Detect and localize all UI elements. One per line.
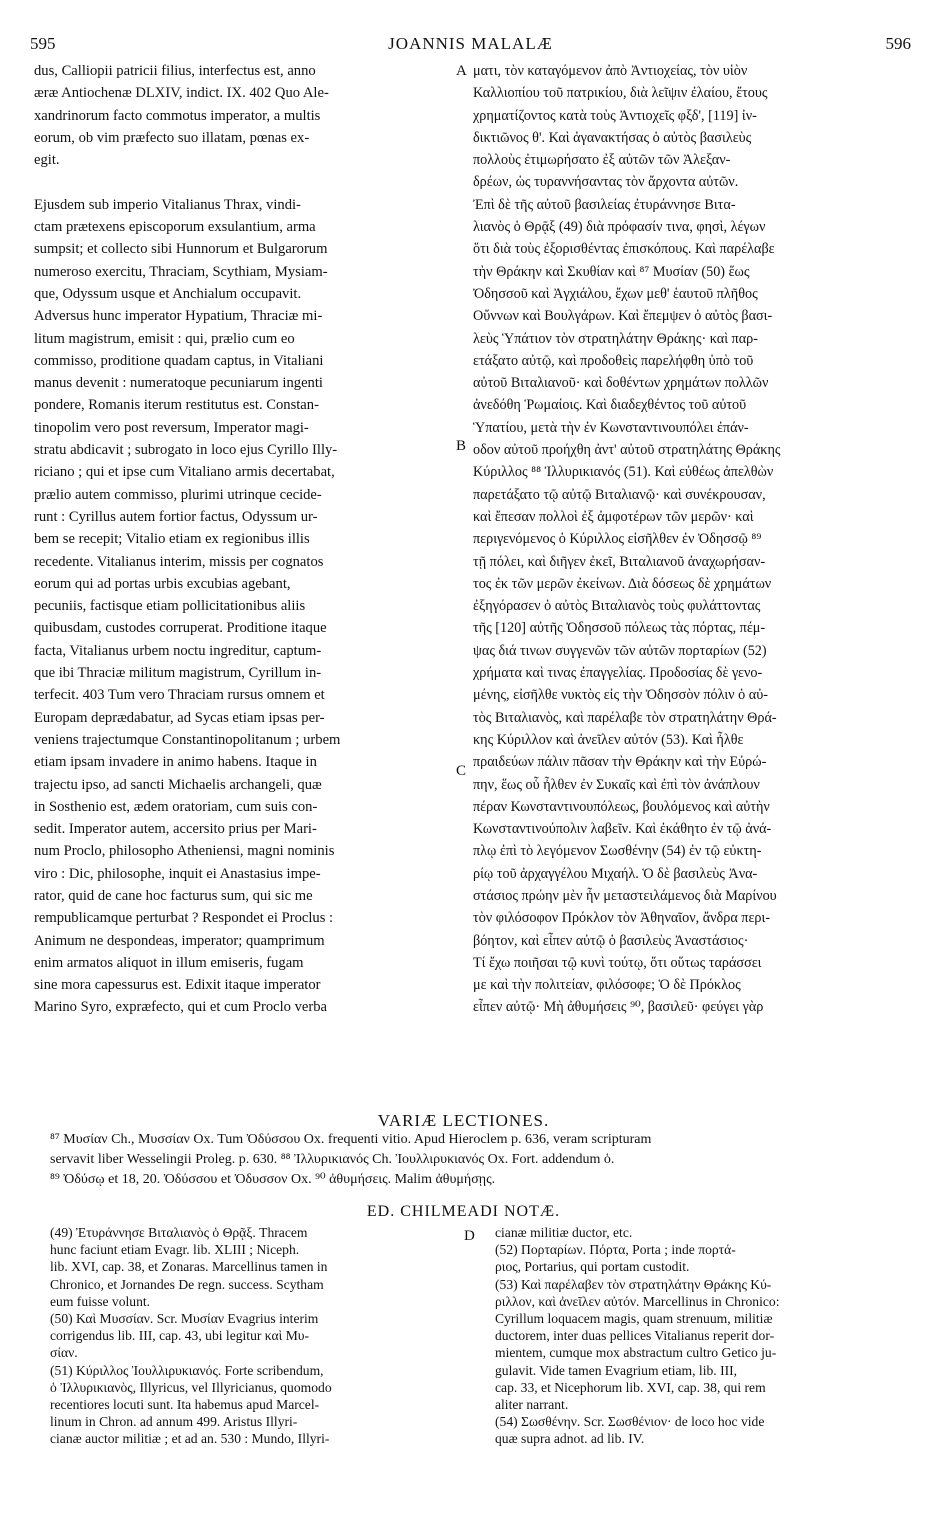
latin-text-line: viro : Dic, philosophe, inquit ei Anastasius impe- [34,865,321,882]
note-line: Cyrillum loquacem magis, quam strenuum, militiæ [495,1311,773,1327]
greek-text-line: τος ἐκ τῶν μερῶν ἐκείνων. Διὰ δόσεως δὲ χρημάτων [473,575,772,592]
note-line: (53) Καὶ παρέλαβεν τὸν στρατηλάτην Θράκης Κύ- [495,1276,772,1292]
variae-line: servavit liber Wesselingii Proleg. p. 630. ⁸⁸ Ἰλλυρικιανός Ch. Ἰουλλιρυκιανός Ox. Fort. addendum ὁ. [50,1152,615,1167]
latin-text-line: enim armatos aliquot in illum emiseris, fugam [34,954,304,971]
note-line: mientem, cumque mox abstractum cultro Getico ju- [495,1345,777,1361]
note-line: cap. 33, et Nicephorum lib. XVI, cap. 38, qui rem [495,1379,766,1395]
latin-text-line: sumpsit; et collecto sibi Hunnorum et Bulgarorum [34,241,328,258]
greek-text-line: πραιδεύων πάλιν πᾶσαν τὴν Θράκην καὶ τὴν Εὐρώ- [473,754,767,771]
greek-text-line: τὴν Θράκην καὶ Σκυθίαν καὶ ⁸⁷ Μυσίαν (50) ἕως [473,263,750,280]
greek-text-line: στάσιος πρώην μὲν ἦν μεταστειλάμενος διὰ Μαρίνου [473,887,777,904]
greek-text-line: μένης, εἰσῆλθε νυκτὸς εἰς τὴν Ὀδησσὸν πόλιν ὁ αὐ- [473,687,768,704]
greek-text-line: εἶπεν αὐτῷ· Μὴ ἀθυμήσεις ⁹⁰, βασιλεῦ· φεύγει γὰρ [473,999,764,1016]
greek-text-line: ετάξατο αὐτῷ, καὶ προδοθεὶς παρελήφθη ὑπὸ τοῦ [473,352,754,369]
latin-text-line: eorum, ob vim præfecto suo illatam, pœnas ex- [34,129,310,146]
note-line: recentiores locuti sunt. Ita habemus apud Marcel- [50,1397,320,1413]
latin-text-line: ctam prætexens episcoporum exsulantium, arma [34,219,316,236]
latin-text-line: runt : Cyrillus autem fortior factus, Odyssum ur- [34,508,318,525]
latin-text-line: Ejusdem sub imperio Vitalianus Thrax, vindi- [34,196,301,213]
note-line: ductorem, inter duas pellices Vitalianus reperit dor- [495,1328,775,1344]
latin-text-line: que ibi Thraciæ militum magistrum, Cyrillum in- [34,665,322,682]
latin-text-line: rempublicamque perturbat ? Respondet ei Proclus : [34,910,334,927]
note-line: (52) Πορταρίων. Πόρτα, Porta ; inde πορτά- [495,1242,736,1258]
latin-text-line: eorum qui ad portas urbis excubias agebant, [34,575,291,592]
note-line: lib. XVI, cap. 38, et Zonaras. Marcellinus tamen in [50,1259,328,1275]
note-line: corrigendus lib. III, cap. 43, ubi legitur καὶ Μυ- [50,1328,310,1344]
note-line: (49) Ἐτυράννησε Βιταλιανὸς ὁ Θρᾷξ. Thracem [50,1225,308,1240]
greek-text-line: ἐξηγόρασεν ὁ αὐτὸς Βιταλιανὸς τοὺς φυλάττοντας [473,598,761,615]
greek-text-line: Κύριλλος ⁸⁸ Ἰλλυρικιανός (51). Καὶ εὐθέως ἀπελθὼν [473,464,774,481]
latin-text-line: Animum ne despondeas, imperator; quamprimum [34,932,325,949]
greek-text-line: ἀνεδόθη Ῥωμαίοις. Καὶ διαδεχθέντος τοῦ αὐτοῦ [473,397,747,414]
greek-text-line: χρήματα καὶ τινας ἐπαγγελίας. Προδοσίας δὲ γενο- [473,665,763,682]
greek-text-line: ματι, τὸν καταγόμενον ἀπὸ Ἀντιοχείας, τὸν υἱὸν [473,63,748,79]
greek-text-line: κης Κύριλλον καὶ ἀνεῖλεν αὐτόν (53). Καὶ ἦλθε [473,731,744,748]
note-line: quæ supra adnot. ad lib. IV. [495,1431,645,1447]
latin-text-line: que, Odyssum usque et Anchialum occupavit. [34,285,302,302]
greek-column [473,60,910,1019]
greek-text-line: Τί ἔχω ποιῆσαι τῷ κυνὶ τούτῳ, ὅτι οὕτως ταράσσει [473,954,762,971]
latin-text-line: etiam ipsam invadere in animo habens. Itaque in [34,754,317,771]
latin-text-line: trajectu ipso, ad sancti Michaelis archangeli, quæ [34,776,322,793]
note-line: (50) Καὶ Μυσσίαν. Scr. Μυσίαν Evagrius interim [50,1311,319,1327]
variae-lectiones-title: VARIÆ LECTIONES. [377,1111,550,1130]
greek-text-line: χρηματίζοντος κατὰ τοὺς Ἀντιοχεῖς φξδ', [119] ἰν- [473,107,757,124]
latin-text-line: numeroso exercitu, Thraciam, Scythiam, Mysiam- [34,263,328,280]
variae-line: ⁸⁹ Ὀδύσῳ et 18, 20. Ὀδύσσου et Ὀδυσσον Ox. ⁹⁰ ἀθυμήσεις. Malim ἀθυμήσῃς. [50,1172,496,1187]
greek-text-line: τὸν φιλόσοφον Πρόκλον τὸν Ἀθηναῖον, ἄνδρα περι- [473,910,771,927]
latin-text-line: stratu abdicavit ; subrogato in loco ejus Cyrillo Illy- [34,442,338,459]
latin-text-line: facta, Vitalianus urbem noctu ingreditur, captum- [34,642,322,659]
running-title: JOANNIS MALALÆ [388,34,553,53]
greek-text-line: δικτιῶνος θ'. Καὶ ἀγανακτήσας ὁ αὐτὸς βασιλεὺς [473,129,752,146]
greek-text-line: πην, ἕως οὗ ἦλθεν ἐν Συκαῖς καὶ ἐπὶ τὸν ἀνάπλουν [473,776,760,793]
greek-text-line: ρίῳ τοῦ ἀρχαγγέλου Μιχαήλ. Ὁ δὲ βασιλεὺς Ἀνα- [473,865,758,882]
greek-text-line: Ἐπὶ δὲ τῆς αὐτοῦ βασιλείας ἐτυράννησε Βιτα- [473,196,736,213]
note-line: σίαν. [50,1345,78,1361]
latin-text-line: quibusdam, custodes corruperat. Proditione itaque [34,620,327,637]
page-number-left: 595 [30,34,56,53]
greek-text-line: Κωνσταντινούπολιν λαβεῖν. Καὶ ἐκάθητο ἐν τῷ ἀνά- [473,821,772,838]
note-line: ριος, Portarius, qui portam custodit. [495,1259,690,1275]
latin-text-line: in Sosthenio est, ædem oratoriam, cum suis con- [34,798,318,815]
latin-text-line: recedente. Vitalianus interim, missis per cognatos [34,553,324,570]
margin-mark-b: B [456,438,467,454]
margin-mark-d: D [464,1228,475,1244]
notes-title: ED. CHILMEADI NOTÆ. [366,1203,561,1220]
greek-text-line: ὅτι διὰ τοὺς ἐξορισθέντας ἐπισκόπους. Καὶ παρέλαβε [473,241,775,258]
latin-text-line: pecuniis, factisque etiam pollicitationibus aliis [34,598,306,615]
margin-mark-c: C [456,763,467,779]
greek-text-line: βόητον, καὶ εἶπεν αὐτῷ ὁ βασιλεὺς Ἀναστάσιος· [473,932,749,949]
notes-right-column [495,1224,915,1448]
greek-text-line: πολλοὺς ἐτιμωρήσατο ἐξ αὐτῶν τῶν Ἀλεξαν- [473,152,731,169]
latin-text-line: rator, quid de cane hoc facturus sum, qui sic me [34,887,313,904]
greek-text-line: περιγενόμενος ὁ Κύριλλος εἰσῆλθεν ἐν Ὀδησσῷ ⁸⁹ [473,531,762,548]
variae-line: ⁸⁷ Μυσίαν Ch., Μυσσίαν Ox. Tum Ὀδύσσου Ox. frequenti vitio. Apud Hieroclem p. 636, veram scripturam [50,1132,652,1147]
greek-text-line: τὸς Βιταλιανὸς, καὶ παρέλαβε τὸν στρατηλάτην Θρά- [473,709,777,726]
greek-text-line: παρετάξατο τῷ αὐτῷ Βιταλιανῷ· καὶ συνέκρουσαν, [473,486,766,503]
greek-text-line: καὶ ἔπεσαν πολλοὶ ἐξ ἀμφοτέρων τῶν μερῶν· καὶ [473,508,754,525]
greek-text-line: αὐτοῦ Βιταλιανοῦ· καὶ δοθέντων χρημάτων πολλῶν [473,375,769,392]
latin-text-line: bem se recepit; Vitalio etiam ex regionibus illis [34,531,310,548]
latin-text-line: sedit. Imperator autem, accersito prius per Mari- [34,821,317,838]
greek-text-line: με καὶ τὴν πολιτείαν, φιλόσοφε; Ὁ δὲ Πρόκλος [473,977,741,994]
latin-text-line: Europam deprædabatur, ad Sycas etiam ipsas per- [34,709,325,726]
latin-column [34,60,456,1019]
note-line: eum fuisse volunt. [50,1293,151,1309]
variae-lectiones [50,1130,910,1190]
note-line: linum in Chron. ad annum 499. Aristus Illyri- [50,1414,298,1430]
latin-text-line: dus, Calliopii patricii filius, interfectus est, anno [34,63,316,79]
greek-text-line: τῇ πόλει, καὶ διῆγεν ἐκεῖ, Βιταλιανοῦ ἀναχωρήσαν- [473,553,766,570]
note-line: cianæ militiæ ductor, etc. [495,1225,633,1240]
latin-text-line: num Proclo, philosopho Atheniensi, magni nominis [34,843,335,860]
greek-text-line: οδον αὐτοῦ προήχθη ἀντ' αὐτοῦ στρατηλάτης Θράκης [473,442,781,459]
latin-text-line: prælio autem commisso, plurimi utrinque cecide- [34,486,322,503]
margin-mark-a: A [456,63,467,79]
latin-text-line: commisso, proditione quadam captus, in Vitaliani [34,352,324,369]
note-line: (54) Σωσθένην. Scr. Σωσθένιον· de loco hoc vide [495,1414,765,1430]
greek-text-line: λιανὸς ὁ Θρᾷξ (49) διὰ πρόφασίν τινα, φησὶ, λέγων [473,219,766,236]
note-line: hunc faciunt etiam Evagr. lib. XLIII ; Niceph. [50,1242,300,1258]
latin-text-line: egit. [34,152,60,169]
notes-left-column [50,1224,460,1448]
greek-text-line: δρέων, ὡς τυραννήσαντας τὸν ἄρχοντα αὐτῶν. [473,174,739,191]
latin-text-line: riciano ; qui et ipse cum Vitaliano armis decertabat, [34,464,335,481]
greek-text-line: Οὔννων καὶ Βουλγάρων. Καὶ ἔπεμψεν ὁ αὐτὸς βασι- [473,308,773,325]
note-line: ριλλον, καὶ ἀνεῖλεν αὐτόν. Marcellinus in Chronico: [495,1293,780,1309]
latin-text-line: Marino Syro, expræfecto, qui et cum Proclo verba [34,999,328,1016]
latin-text-line: xandrinorum facto commotus imperator, a multis [34,107,321,124]
greek-text-line: πλῳ ἐπὶ τὸ λεγόμενον Σωσθένην (54) ἐν τῷ εὐκτη- [473,843,762,860]
latin-text-line: sine mora capessurus est. Edixit itaque imperator [34,977,321,994]
page-number-right: 596 [885,34,911,53]
note-line: ὁ Ἰλλυρικιανὸς, Illyricus, vel Illyricianus, quomodo [50,1379,332,1395]
latin-text-line: Adversus hunc imperator Hypatium, Thraciæ mi- [34,308,323,325]
greek-text-line: ψας διά τινων συγγενῶν τῶν αὐτῶν πορταρίων (52) [473,642,767,659]
greek-text-line: Ὀδησσοῦ καὶ Ἀγχιάλου, ἔχων μεθ' ἑαυτοῦ πλῆθος [473,285,758,302]
latin-text-line [34,171,456,193]
note-line: Chronico, et Jornandes De regn. success. Scytham [50,1276,324,1292]
latin-text-line: pondere, Romanis iterum restitutus est. Constan- [34,397,319,414]
greek-text-line: λεὺς Ὑπάτιον τὸν στρατηλάτην Θράκης· καὶ παρ- [473,330,758,347]
running-header [30,34,911,60]
note-line: (51) Κύριλλος Ἰουλλιρυκιανός. Forte scribendum, [50,1362,324,1378]
note-line: cianæ auctor militiæ ; et ad an. 530 : Mundo, Illyri- [50,1431,330,1447]
latin-text-line: veniens trajectumque Constantinopolitanum ; urbem [34,731,341,748]
note-line: aliter narrant. [495,1397,569,1413]
latin-text-line: æræ Antiochenæ DLXIV, indict. IX. 402 Quo Ale- [34,85,329,102]
greek-text-line: Ὑπατίου, μετὰ τὴν ἐν Κωνσταντινουπόλει ἐπάν- [473,419,749,436]
greek-text-line: τῆς [120] αὐτῆς Ὀδησσοῦ πόλεως τὰς πόρτας, πέμ- [473,620,766,637]
note-line: gulavit. Vide tamen Evagrium etiam, lib. III, [495,1362,738,1378]
greek-text-line: Καλλιοπίου τοῦ πατρικίου, διὰ λεῖψιν ἐλαίου, ἔτους [473,85,768,102]
greek-text-line: πέραν Κωνσταντινουπόλεως, βουλόμενος καὶ αὐτὴν [473,798,770,815]
latin-text-line: litum magistrum, emisit : qui, prælio cum eo [34,330,295,347]
latin-text-line: terfecit. 403 Tum vero Thraciam rursus omnem et [34,687,325,704]
latin-text-line: tinopolim vero post reversum, Imperator magi- [34,419,309,436]
latin-text-line: manus devenit : numeratoque pecuniarum ingenti [34,375,323,392]
